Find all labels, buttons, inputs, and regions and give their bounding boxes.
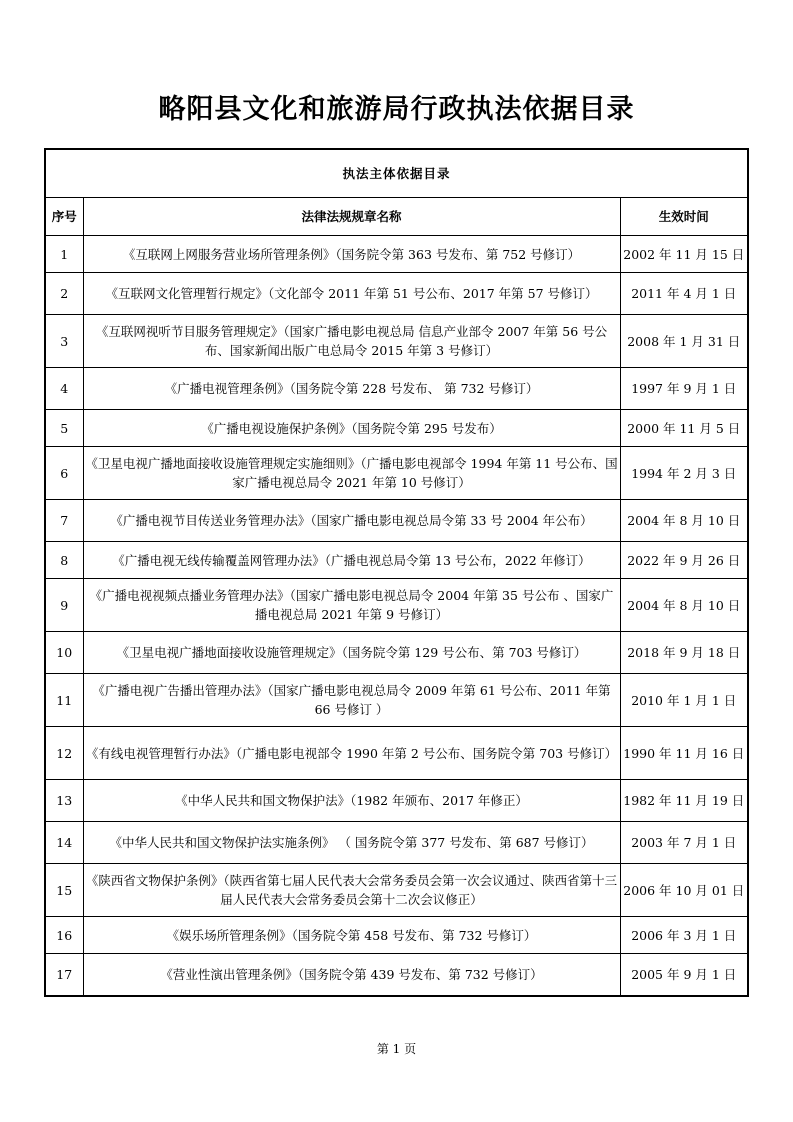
table-row <box>45 273 748 315</box>
row-date: 2008 年 1 月 31 日 <box>620 315 748 368</box>
row-seq: 4 <box>45 368 83 410</box>
row-seq: 6 <box>45 447 83 500</box>
row-date: 2005 年 9 月 1 日 <box>620 954 748 996</box>
table-row <box>45 236 748 273</box>
row-date: 2018 年 9 月 18 日 <box>620 632 748 674</box>
header-date: 生效时间 <box>620 198 748 236</box>
row-date: 2004 年 8 月 10 日 <box>620 500 748 542</box>
row-date: 2006 年 10 月 01 日 <box>620 864 748 917</box>
row-name: 《互联网视听节目服务管理规定》（国家广播电影电视总局 信息产业部令 2007 年第 56 号公布、国家新闻出版广电总局令 2015 年第 3 号修订） <box>83 315 620 368</box>
row-seq: 13 <box>45 780 83 822</box>
row-date: 2000 年 11 月 5 日 <box>620 410 748 447</box>
row-name: 《广播电视管理条例》（国务院令第 228 号发布、 第 732 号修订） <box>83 368 620 410</box>
row-name: 《广播电视视频点播业务管理办法》（国家广播电影电视总局令 2004 年第 35 号公布 、国家广播电视总局 2021 年第 9 号修订） <box>83 579 620 632</box>
row-seq: 10 <box>45 632 83 674</box>
row-date: 1982 年 11 月 19 日 <box>620 780 748 822</box>
row-name: 《广播电视广告播出管理办法》（国家广播电影电视总局令 2009 年第 61 号公布、2011 年第 66 号修订 ） <box>83 674 620 727</box>
row-name: 《广播电视设施保护条例》（国务院令第 295 号发布） <box>83 410 620 447</box>
table-row <box>45 315 748 368</box>
header-row <box>45 198 748 236</box>
table-row <box>45 674 748 727</box>
table-row <box>45 727 748 780</box>
table-row <box>45 447 748 500</box>
row-name: 《中华人民共和国文物保护法》（1982 年颁布、2017 年修正） <box>83 780 620 822</box>
header-name: 法律法规规章名称 <box>83 198 620 236</box>
row-seq: 12 <box>45 727 83 780</box>
header-seq: 序号 <box>45 198 83 236</box>
row-date: 1997 年 9 月 1 日 <box>620 368 748 410</box>
table-row <box>45 917 748 954</box>
row-date: 1994 年 2 月 3 日 <box>620 447 748 500</box>
row-seq: 7 <box>45 500 83 542</box>
regulations-table <box>44 148 749 997</box>
row-date: 1990 年 11 月 16 日 <box>620 727 748 780</box>
row-seq: 8 <box>45 542 83 579</box>
row-date: 2004 年 8 月 10 日 <box>620 579 748 632</box>
row-name: 《卫星电视广播地面接收设施管理规定》（国务院令第 129 号公布、第 703 号修订） <box>83 632 620 674</box>
row-seq: 14 <box>45 822 83 864</box>
row-seq: 9 <box>45 579 83 632</box>
table-row <box>45 579 748 632</box>
row-seq: 5 <box>45 410 83 447</box>
row-date: 2022 年 9 月 26 日 <box>620 542 748 579</box>
table-row <box>45 542 748 579</box>
row-name: 《广播电视节目传送业务管理办法》（国家广播电影电视总局令第 33 号 2004 年公布） <box>83 500 620 542</box>
table-row <box>45 368 748 410</box>
row-seq: 15 <box>45 864 83 917</box>
row-seq: 1 <box>45 236 83 273</box>
table-row <box>45 500 748 542</box>
row-date: 2003 年 7 月 1 日 <box>620 822 748 864</box>
row-seq: 3 <box>45 315 83 368</box>
row-name: 《娱乐场所管理条例》（国务院令第 458 号发布、第 732 号修订） <box>83 917 620 954</box>
table-row <box>45 632 748 674</box>
row-seq: 2 <box>45 273 83 315</box>
page-number: 第 1 页 <box>376 1042 417 1056</box>
page-title: 略阳县文化和旅游局行政执法依据目录 <box>158 94 635 125</box>
row-name: 《有线电视管理暂行办法》（广播电影电视部令 1990 年第 2 号公布、国务院令第 703 号修订） <box>83 727 620 780</box>
row-name: 《营业性演出管理条例》（国务院令第 439 号发布、第 732 号修订） <box>83 954 620 996</box>
table-row <box>45 864 748 917</box>
subtitle-row <box>45 149 748 198</box>
row-seq: 16 <box>45 917 83 954</box>
table-row <box>45 410 748 447</box>
row-date: 2006 年 3 月 1 日 <box>620 917 748 954</box>
row-name: 《互联网上网服务营业场所管理条例》（国务院令第 363 号发布、第 752 号修订） <box>83 236 620 273</box>
row-date: 2002 年 11 月 15 日 <box>620 236 748 273</box>
row-date: 2010 年 1 月 1 日 <box>620 674 748 727</box>
table-row <box>45 822 748 864</box>
row-name: 《互联网文化管理暂行规定》（文化部令 2011 年第 51 号公布、2017 年第 57 号修订） <box>83 273 620 315</box>
row-date: 2011 年 4 月 1 日 <box>620 273 748 315</box>
row-seq: 11 <box>45 674 83 727</box>
table-row <box>45 954 748 996</box>
table-row <box>45 780 748 822</box>
table-subtitle: 执法主体依据目录 <box>45 149 748 198</box>
row-name: 《卫星电视广播地面接收设施管理规定实施细则》（广播电影电视部令 1994 年第 11 号公布、国家广播电视总局令 2021 年第 10 号修订） <box>83 447 620 500</box>
row-name: 《广播电视无线传输覆盖网管理办法》（广播电视总局令第 13 号公布，2022 年修订） <box>83 542 620 579</box>
row-name: 《中华人民共和国文物保护法实施条例》 （ 国务院令第 377 号发布、第 687 号修订） <box>83 822 620 864</box>
row-seq: 17 <box>45 954 83 996</box>
row-name: 《陕西省文物保护条例》（陕西省第七届人民代表大会常务委员会第一次会议通过、陕西省第十三届人民代表大会常务委员会第十二次会议修正） <box>83 864 620 917</box>
